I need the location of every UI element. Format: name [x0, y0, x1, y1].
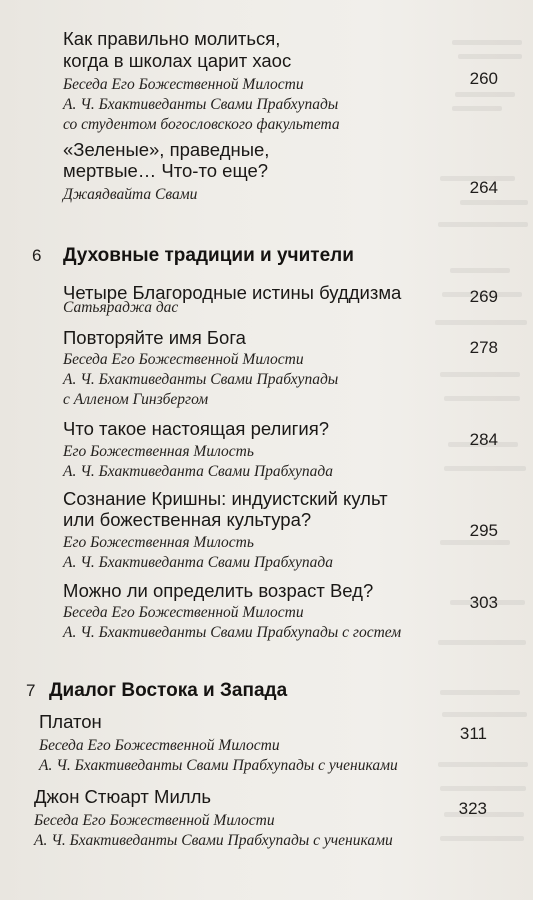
section-number: 6 — [32, 246, 42, 265]
section-number: 7 — [26, 681, 36, 700]
entry-subtitle: с Алленом Гинзбергом — [63, 391, 209, 408]
entry-subtitle: Беседа Его Божественной Милости — [39, 737, 280, 754]
page-number: 264 — [469, 178, 498, 197]
entry-subtitle: Его Божественная Милость — [63, 443, 254, 460]
entry-subtitle: А. Ч. Бхактиведанты Свами Прабхупады — [63, 371, 339, 388]
entry-subtitle: А. Ч. Бхактиведанты Свами Прабхупады с учениками — [39, 757, 398, 774]
entry-subtitle: Беседа Его Божественной Милости — [34, 812, 275, 829]
page-number: 295 — [469, 521, 498, 540]
entry-subtitle: А. Ч. Бхактиведанты Свами Прабхупады с учениками — [34, 832, 393, 849]
entry-subtitle: Его Божественная Милость — [63, 534, 254, 551]
entry-subtitle: Сатьяраджа дас — [63, 299, 179, 316]
page-number: 303 — [469, 593, 498, 612]
entry-subtitle: со студентом богословского факультета — [63, 116, 340, 133]
entry-title: Как правильно молиться, — [63, 28, 281, 49]
entry-title: Что такое настоящая религия? — [63, 418, 330, 439]
entry-title: когда в школах царит хаос — [63, 50, 292, 71]
entry-title: Повторяйте имя Бога — [63, 327, 246, 348]
entry-subtitle: А. Ч. Бхактиведанты Свами Прабхупады с гостем — [63, 624, 402, 641]
page-number: 269 — [469, 287, 498, 306]
entry-subtitle: А. Ч. Бхактиведанты Свами Прабхупады — [63, 96, 339, 113]
reverse-page-bleed-through — [430, 0, 533, 900]
page-number: 278 — [469, 338, 498, 357]
entry-title: Можно ли определить возраст Вед? — [63, 580, 374, 601]
entry-title: Сознание Кришны: индуистский культ — [63, 488, 388, 509]
page-number: 260 — [469, 69, 498, 88]
entry-title: или божественная культура? — [63, 509, 312, 530]
section-title: Диалог Востока и Запада — [49, 680, 288, 701]
entry-title: «Зеленые», праведные, — [63, 139, 270, 160]
entry-title: Четыре Благородные истины буддизма — [63, 282, 402, 303]
entry-subtitle: Беседа Его Божественной Милости — [63, 76, 304, 93]
entry-subtitle: А. Ч. Бхактиведанта Свами Прабхупада — [63, 554, 333, 571]
entry-subtitle: Беседа Его Божественной Милости — [63, 351, 304, 368]
entry-title: Джон Стюарт Милль — [34, 786, 212, 807]
entry-subtitle: Джаядвайта Свами — [63, 186, 198, 203]
entry-subtitle: А. Ч. Бхактиведанта Свами Прабхупада — [63, 463, 333, 480]
entry-subtitle: Беседа Его Божественной Милости — [63, 604, 304, 621]
page-number: 311 — [459, 724, 487, 743]
section-title: Духовные традиции и учители — [63, 245, 354, 266]
entry-title: Платон — [39, 711, 102, 732]
page-number: 284 — [469, 430, 498, 449]
entry-title: мертвые… Что-то еще? — [63, 160, 269, 181]
page-number: 323 — [458, 799, 487, 818]
